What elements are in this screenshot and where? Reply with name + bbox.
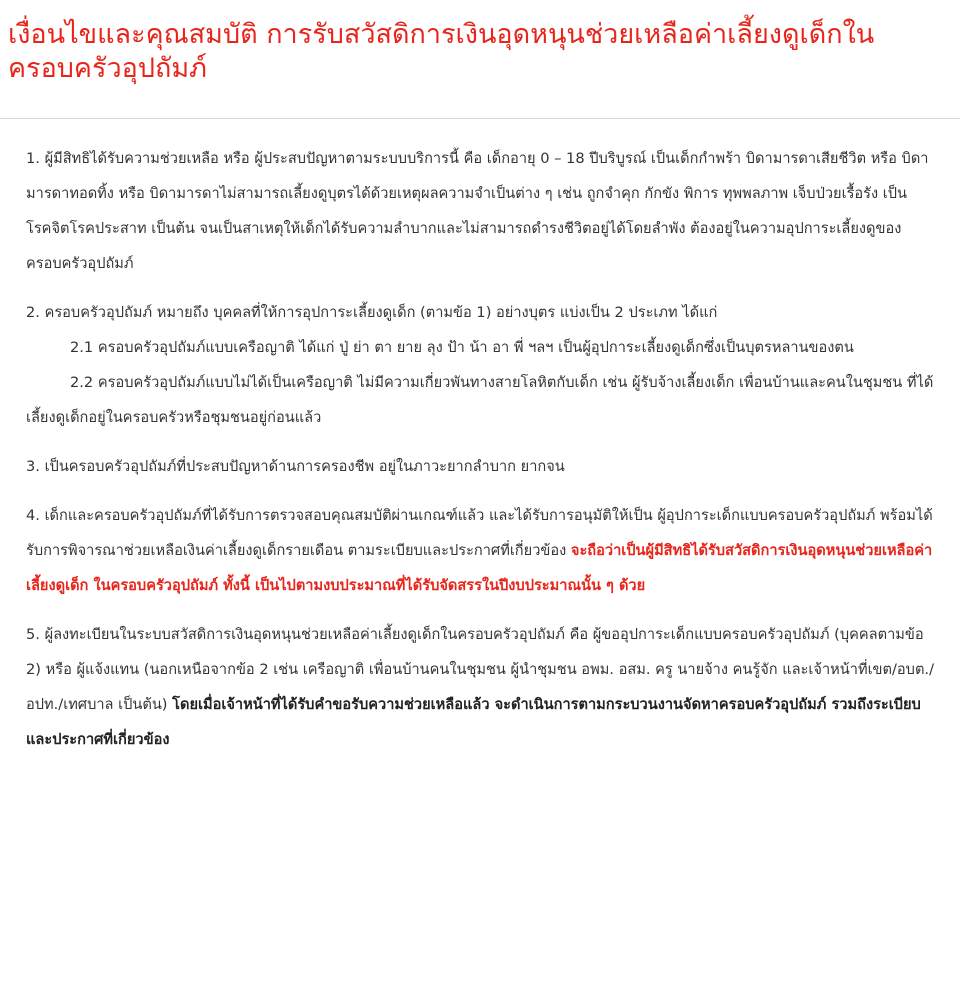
condition-3: 3. เป็นครอบครัวอุปถัมภ์ที่ประสบปัญหาด้านการครองชีพ อยู่ในภาวะยากลำบาก ยากจน: [26, 458, 565, 475]
condition-2: 2. ครอบครัวอุปถัมภ์ หมายถึง บุคคลที่ให้การอุปการะเลี้ยงดูเด็ก (ตามข้อ 1) อย่างบุตร แบ่งเป็น 2 ประเภท ได้แก่: [26, 304, 718, 321]
page-title: เงื่อนไขและคุณสมบัติ การรับสวัสดิการเงินอุดหนุนช่วยเหลือค่าเลี้ยงดูเด็กในครอบครัวอุปถัมภ์: [8, 19, 875, 84]
condition-5-emphasis: โดยเมื่อเจ้าหน้าที่ได้รับคำขอรับความช่วยเหลือแล้ว จะดำเนินการตามกระบวนงานจัดหาครอบครัวอุปถัมภ์ รวมถึงระเบียบและประกาศที่เกี่ยวข้อง: [26, 696, 921, 748]
condition-4-text: 4. เด็กและครอบครัวอุปถัมภ์ที่ได้รับการตรวจสอบคุณสมบัติผ่านเกณฑ์แล้ว และได้รับการอนุมัติให้เป็น ผู้อุปการะเด็กแบบครอบครัวอุปถัมภ์ พร้อมได้รับการพิจารณาช่วยเหลือเงินค่าเลี้ยงดูเด็กรายเดือน ตามระเบียบและประกาศที่เกี่ยวข้อง: [26, 507, 933, 559]
conditions-content: [0, 119, 960, 757]
condition-2-2: 2.2 ครอบครัวอุปถัมภ์แบบไม่ได้เป็นเครือญาติ ไม่มีความเกี่ยวพันทางสายโลหิตกับเด็ก เช่น ผู้รับจ้างเลี้ยงเด็ก เพื่อนบ้านและคนในชุมชน ที่ได้เลี้ยงดูเด็กอยู่ในครอบครัวหรือชุมชนอยู่ก่อนแล้ว: [26, 374, 934, 426]
condition-4-highlight: จะถือว่าเป็นผู้มีสิทธิได้รับสวัสดิการเงินอุดหนุนช่วยเหลือค่าเลี้ยงดูเด็ก ในครอบครัวอุปถัมภ์ ทั้งนี้ เป็นไปตามงบประมาณที่ได้รับจัดสรรในปีงบประมาณนั้น ๆ ด้วย: [26, 542, 933, 594]
condition-4: [26, 498, 938, 603]
condition-1: 1. ผู้มีสิทธิได้รับความช่วยเหลือ หรือ ผู้ประสบปัญหาตามระบบบริการนี้ คือ เด็กอายุ 0 – 18 ปีบริบูรณ์ เป็นเด็กกำพร้า บิดามารดาเสียชีวิต หรือ บิดามารดาทอดทิ้ง หรือ บิดามารดาไม่สามารถเลี้ยงดูบุตรได้ด้วยเหตุผลความจำเป็นต่าง ๆ เช่น ถูกจำคุก กักขัง พิการ ทุพพลภาพ เจ็บป่วยเรื้อรัง เป็นโรคจิตโรคประสาท เป็นต้น จนเป็นสาเหตุให้เด็กได้รับความลำบากและไม่สามารถดำรงชีวิตอยู่ได้โดยลำพัง ต้องอยู่ในความอุปการะเลี้ยงดูของครอบครัวอุปถัมภ์: [26, 150, 929, 272]
condition-5-text: 5. ผู้ลงทะเบียนในระบบสวัสดิการเงินอุดหนุนช่วยเหลือค่าเลี้ยงดูเด็กในครอบครัวอุปถัมภ์ คือ ผู้ขออุปการะเด็กแบบครอบครัวอุปถัมภ์ (บุคคลตามข้อ 2) หรือ ผู้แจ้งแทน (นอกเหนือจากข้อ 2 เช่น เครือญาติ เพื่อนบ้านคนในชุมชน ผู้นำชุมชน อพม. อสม. ครู นายจ้าง คนรู้จัก และเจ้าหน้าที่เขต/อบต./อปท./เทศบาล เป็นต้น): [26, 626, 934, 713]
condition-5: [26, 617, 938, 757]
condition-2-1: 2.1 ครอบครัวอุปถัมภ์แบบเครือญาติ ได้แก่ ปู่ ย่า ตา ยาย ลุง ป้า น้า อา พี่ ฯลฯ เป็นผู้อุปการะเลี้ยงดูเด็กซึ่งเป็นบุตรหลานของตน: [70, 339, 854, 356]
